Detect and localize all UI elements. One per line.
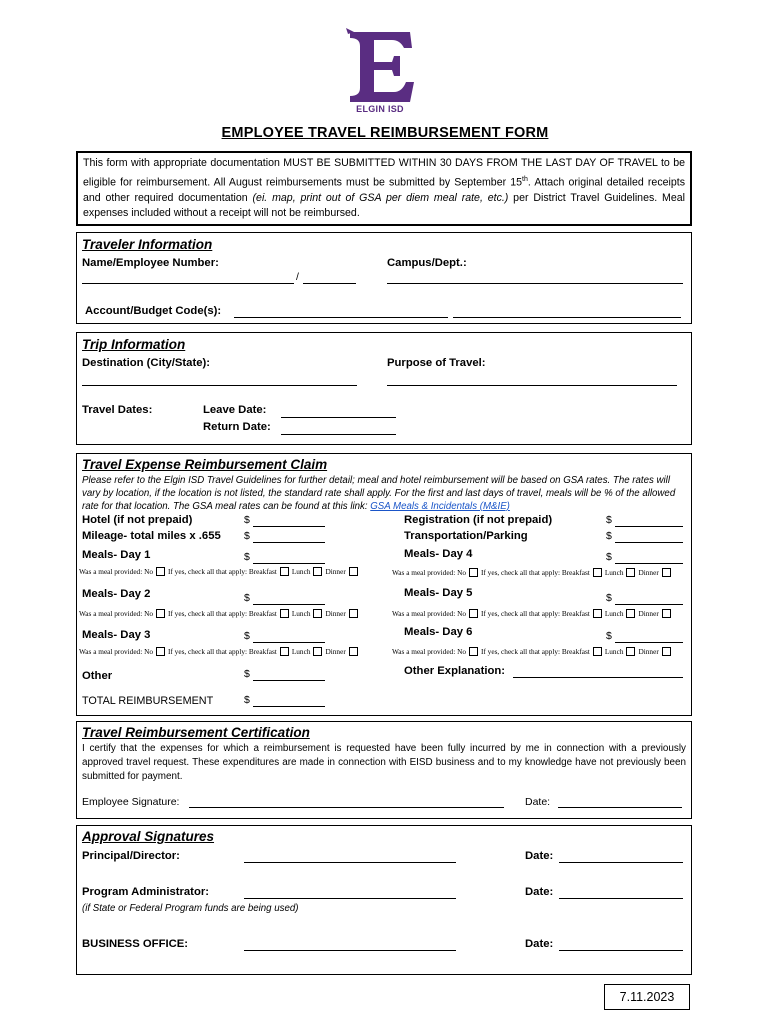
registration-dollar: $ <box>606 514 612 526</box>
business-office-date-label: Date: <box>525 938 554 950</box>
meals-day6-provided <box>392 647 674 656</box>
dinner-checkbox[interactable] <box>349 567 358 576</box>
no-label: No <box>457 568 466 577</box>
program-admin-date-input[interactable] <box>559 898 683 899</box>
breakfast-checkbox[interactable] <box>593 568 602 577</box>
mileage-dollar: $ <box>244 530 250 542</box>
meal-q: Was a meal provided: <box>79 567 143 576</box>
account-code-input-1[interactable] <box>234 317 448 318</box>
breakfast-label: Breakfast <box>248 567 277 576</box>
org-name: ELGIN ISD <box>356 104 404 114</box>
if-yes: If yes, check all that apply: <box>168 609 248 618</box>
approval-section <box>76 825 692 975</box>
dinner-label: Dinner <box>638 609 659 618</box>
breakfast-label: Breakfast <box>248 609 277 618</box>
if-yes: If yes, check all that apply: <box>168 567 248 576</box>
if-yes: If yes, check all that apply: <box>481 647 561 656</box>
instructions-sup: th <box>522 175 528 183</box>
total-dollar: $ <box>244 694 250 706</box>
other-explanation-input[interactable] <box>513 677 683 678</box>
lunch-checkbox[interactable] <box>313 567 322 576</box>
dinner-label: Dinner <box>325 609 346 618</box>
meals-day2-input[interactable] <box>253 604 325 605</box>
other-dollar: $ <box>244 668 250 680</box>
business-office-label: BUSINESS OFFICE: <box>82 938 189 950</box>
meals-day4-provided <box>392 568 674 577</box>
business-office-signature-input[interactable] <box>244 950 456 951</box>
purpose-label: Purpose of Travel: <box>387 357 486 369</box>
instructions-text-2: . Attach original detailed receipts and other required documentation <box>83 176 685 204</box>
no-checkbox[interactable] <box>156 609 165 618</box>
principal-label: Principal/Director: <box>82 850 180 862</box>
meals-day3-provided <box>79 647 361 656</box>
dinner-checkbox[interactable] <box>662 647 671 656</box>
other-label: Other <box>82 670 113 682</box>
instructions-italic: (ei. map, print out of GSA per diem meal rate, etc.) <box>252 191 509 204</box>
program-admin-label: Program Administrator: <box>82 886 210 898</box>
lunch-label: Lunch <box>604 647 624 656</box>
no-checkbox[interactable] <box>156 647 165 656</box>
account-code-input-2[interactable] <box>453 317 681 318</box>
meals-day3-dollar: $ <box>244 630 250 642</box>
program-admin-date-label: Date: <box>525 886 554 898</box>
no-checkbox[interactable] <box>469 568 478 577</box>
cert-date-input[interactable] <box>558 807 682 808</box>
breakfast-checkbox[interactable] <box>593 609 602 618</box>
registration-input[interactable] <box>615 526 683 527</box>
meals-day1-dollar: $ <box>244 551 250 563</box>
employee-signature-label: Employee Signature: <box>82 796 180 808</box>
meals-day1-label: Meals- Day 1 <box>82 549 151 561</box>
hotel-label: Hotel (if not prepaid) <box>82 514 193 526</box>
name-input[interactable] <box>82 283 294 284</box>
claim-note <box>82 474 688 513</box>
approval-heading: Approval Signatures <box>82 829 215 844</box>
employee-signature-input[interactable] <box>189 807 504 808</box>
other-explanation-label: Other Explanation: <box>404 665 506 677</box>
breakfast-label: Breakfast <box>561 647 590 656</box>
dinner-label: Dinner <box>325 567 346 576</box>
meals-day3-label: Meals- Day 3 <box>82 629 151 641</box>
destination-input[interactable] <box>82 385 357 386</box>
program-admin-note: (if State or Federal Program funds are being used) <box>82 903 299 914</box>
breakfast-label: Breakfast <box>248 647 277 656</box>
campus-label: Campus/Dept.: <box>387 257 467 269</box>
meals-day1-input[interactable] <box>253 563 325 564</box>
return-date-label: Return Date: <box>203 421 271 433</box>
if-yes: If yes, check all that apply: <box>481 568 561 577</box>
dinner-label: Dinner <box>638 568 659 577</box>
leave-date-label: Leave Date: <box>203 404 267 416</box>
meals-day6-input[interactable] <box>615 642 683 643</box>
meal-q: Was a meal provided: <box>392 568 456 577</box>
dinner-checkbox[interactable] <box>349 609 358 618</box>
claim-note-text: Please refer to the Elgin ISD Travel Guidelines for further detail; meal and hotel reimbursement will be based on GSA rates. The rates will vary by location, if the location is not listed, the standard rate shall apply. For the first and last days of travel, meals will be % of the allowed rate for that location. The GSA meal rates can be found at this link: <box>82 475 676 512</box>
if-yes: If yes, check all that apply: <box>481 609 561 618</box>
mileage-input[interactable] <box>253 542 325 543</box>
no-label: No <box>457 647 466 656</box>
breakfast-checkbox[interactable] <box>280 647 289 656</box>
registration-label: Registration (if not prepaid) <box>404 514 553 526</box>
program-admin-signature-input[interactable] <box>244 898 456 899</box>
meals-day4-dollar: $ <box>606 551 612 563</box>
purpose-input[interactable] <box>387 385 677 386</box>
meals-day6-dollar: $ <box>606 630 612 642</box>
lunch-checkbox[interactable] <box>626 568 635 577</box>
certification-text: I certify that the expenses for which a reimbursement is requested have been fully incurred by me in connection with a previously approved travel request. These expenditures are made in connection with EISD business and to my knowledge have not previously been submitted for payment. <box>82 743 686 782</box>
lunch-label: Lunch <box>291 567 311 576</box>
no-label: No <box>457 609 466 618</box>
breakfast-checkbox[interactable] <box>280 609 289 618</box>
principal-date-input[interactable] <box>559 862 683 863</box>
form-title: EMPLOYEE TRAVEL REIMBURSEMENT FORM <box>221 125 549 141</box>
name-label: Name/Employee Number: <box>82 257 219 269</box>
instructions-box <box>76 151 692 226</box>
claim-heading: Travel Expense Reimbursement Claim <box>82 457 328 472</box>
return-date-input[interactable] <box>281 434 396 435</box>
instructions-text-1: This form with appropriate documentation MUST BE SUBMITTED WITHIN 30 DAYS FROM THE LAST DAY OF TRAVEL to be eligible for reimbursement. All August reimbursements must be submitted by September 15 <box>83 157 685 189</box>
lunch-checkbox[interactable] <box>313 647 322 656</box>
lunch-checkbox[interactable] <box>313 609 322 618</box>
campus-input[interactable] <box>387 283 683 284</box>
total-input[interactable] <box>253 706 325 707</box>
trip-section <box>76 332 692 445</box>
trip-heading: Trip Information <box>82 337 186 352</box>
meals-day2-label: Meals- Day 2 <box>82 588 151 600</box>
mileage-label: Mileage- total miles x .655 <box>82 530 221 542</box>
claim-section <box>76 453 692 716</box>
no-label: No <box>144 567 153 576</box>
instructions-text-3: per District Travel Guidelines. Meal expenses included without a receipt will not be reimbursed. <box>83 191 686 220</box>
employee-number-input[interactable] <box>303 283 356 284</box>
no-label: No <box>144 647 153 656</box>
leave-date-input[interactable] <box>281 417 396 418</box>
meals-day5-dollar: $ <box>606 592 612 604</box>
no-checkbox[interactable] <box>469 647 478 656</box>
meals-day6-label: Meals- Day 6 <box>404 626 473 638</box>
meals-day3-input[interactable] <box>253 642 325 643</box>
meals-day5-label: Meals- Day 5 <box>404 587 473 599</box>
meals-day4-input[interactable] <box>615 563 683 564</box>
traveler-section <box>76 232 692 324</box>
dinner-checkbox[interactable] <box>662 609 671 618</box>
lunch-label: Lunch <box>291 647 311 656</box>
business-office-date-input[interactable] <box>559 950 683 951</box>
transportation-input[interactable] <box>615 542 683 543</box>
meals-day5-provided <box>392 609 674 618</box>
traveler-heading: Traveler Information <box>82 237 213 252</box>
no-checkbox[interactable] <box>156 567 165 576</box>
meal-q: Was a meal provided: <box>79 647 143 656</box>
cert-date-label: Date: <box>525 796 551 808</box>
lunch-checkbox[interactable] <box>626 609 635 618</box>
transportation-dollar: $ <box>606 530 612 542</box>
meals-day5-input[interactable] <box>615 604 683 605</box>
meals-day2-dollar: $ <box>244 592 250 604</box>
other-input[interactable] <box>253 680 325 681</box>
if-yes: If yes, check all that apply: <box>168 647 248 656</box>
dinner-label: Dinner <box>638 647 659 656</box>
form-version-date: 7.11.2023 <box>604 984 690 1010</box>
breakfast-checkbox[interactable] <box>280 567 289 576</box>
hotel-input[interactable] <box>253 526 325 527</box>
meal-q: Was a meal provided: <box>392 647 456 656</box>
meals-day1-provided <box>79 567 361 576</box>
meal-q: Was a meal provided: <box>392 609 456 618</box>
certification-heading: Travel Reimbursement Certification <box>82 725 310 740</box>
lunch-label: Lunch <box>604 568 624 577</box>
breakfast-label: Breakfast <box>561 568 590 577</box>
gsa-link[interactable]: GSA Meals & Incidentals (M&IE) <box>370 501 510 512</box>
meals-day4-label: Meals- Day 4 <box>404 548 473 560</box>
principal-signature-input[interactable] <box>244 862 456 863</box>
meals-day2-provided <box>79 609 361 618</box>
dinner-checkbox[interactable] <box>349 647 358 656</box>
dinner-label: Dinner <box>325 647 346 656</box>
dinner-checkbox[interactable] <box>662 568 671 577</box>
no-checkbox[interactable] <box>469 609 478 618</box>
transportation-label: Transportation/Parking <box>404 530 528 542</box>
destination-label: Destination (City/State): <box>82 357 211 369</box>
lunch-label: Lunch <box>291 609 311 618</box>
slash: / <box>296 271 299 283</box>
account-label: Account/Budget Code(s): <box>85 305 222 317</box>
certification-section <box>76 721 692 819</box>
total-label: TOTAL REIMBURSEMENT <box>82 695 214 707</box>
lunch-checkbox[interactable] <box>626 647 635 656</box>
lunch-label: Lunch <box>604 609 624 618</box>
travel-dates-label: Travel Dates: <box>82 404 153 416</box>
breakfast-label: Breakfast <box>561 609 590 618</box>
meal-q: Was a meal provided: <box>79 609 143 618</box>
no-label: No <box>144 609 153 618</box>
principal-date-label: Date: <box>525 850 554 862</box>
breakfast-checkbox[interactable] <box>593 647 602 656</box>
hotel-dollar: $ <box>244 514 250 526</box>
